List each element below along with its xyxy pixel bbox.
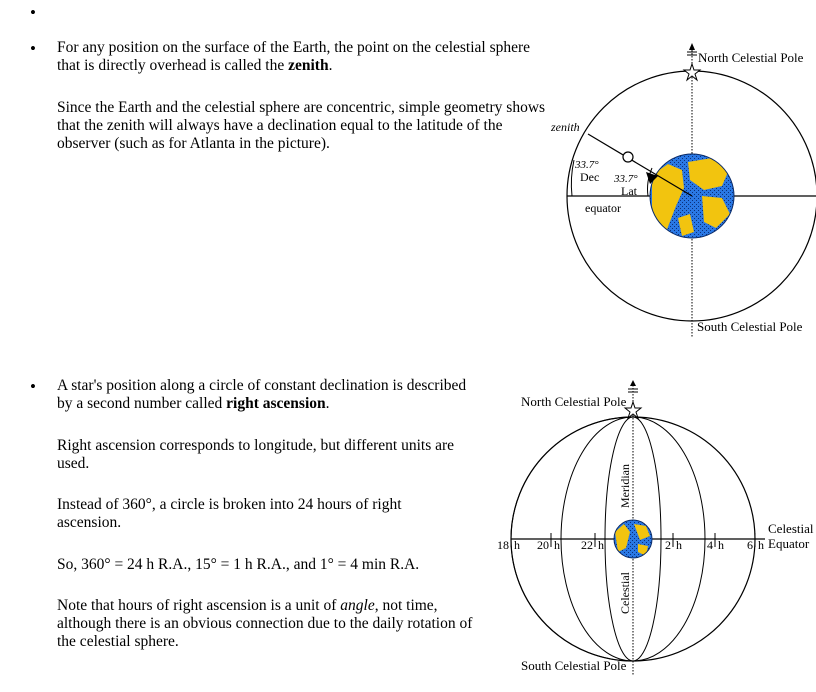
angle-note-end: , not time, although there is an obvious connection due to the daily rotation of the celestial sphere. xyxy=(57,597,473,650)
fig2-north-pole-marker xyxy=(625,380,641,418)
equator-label-line2: Equator xyxy=(768,536,810,551)
hour-label-22: 22 xyxy=(581,538,593,552)
lat-label: Lat xyxy=(621,184,637,198)
fig1-north-pole-label: North Celestial Pole xyxy=(698,50,804,65)
equator-label-line1: Celestial xyxy=(768,521,814,536)
hour-label-20: 20 xyxy=(537,538,549,552)
hour-label-4: 4 xyxy=(707,538,713,552)
hour-unit: h xyxy=(598,538,604,552)
hour-label-2: 2 xyxy=(665,538,671,552)
hour-unit: h xyxy=(718,538,724,552)
observer-marker xyxy=(623,152,633,162)
hour-label-6: 6 xyxy=(747,538,753,552)
right-ascension-diagram xyxy=(497,380,814,675)
hour-unit: h xyxy=(514,538,520,552)
right-ascension-term: right ascension xyxy=(226,395,326,412)
longitude-paragraph: Right ascension corresponds to longitude, but different units are used. xyxy=(57,437,455,472)
empty-bullet: • xyxy=(30,3,36,22)
hour-label-18: 18 xyxy=(497,538,509,552)
dec-label: Dec xyxy=(580,170,600,184)
zenith-term: zenith xyxy=(288,57,329,74)
celestial-vertical-label: Celestial xyxy=(618,572,632,614)
fig2-north-pole-label: North Celestial Pole xyxy=(521,394,627,409)
zenith-definition-text: For any position on the surface of the Earth, the point on the celestial sphere that is directly overhead is called the xyxy=(57,39,531,74)
right-ascension-definition-end: . xyxy=(325,395,330,412)
fig2-south-pole-label: South Celestial Pole xyxy=(521,658,627,673)
hours-paragraph: Instead of 360°, a circle is broken into 24 hours of right ascension. xyxy=(57,496,402,531)
dec-value-label: 33.7° xyxy=(575,159,599,171)
zenith-label: zenith xyxy=(551,120,580,134)
fig2-earth-globe xyxy=(614,520,652,558)
meridian-label: Meridian xyxy=(618,464,632,508)
fig1-south-pole-label: South Celestial Pole xyxy=(697,319,803,334)
hour-unit: h xyxy=(758,538,764,552)
conversion-paragraph: So, 360° = 24 h R.A., 15° = 1 h R.A., and 1° = 4 min R.A. xyxy=(57,556,420,573)
bullet-zenith: • xyxy=(30,39,36,58)
equator-label: equator xyxy=(585,201,621,215)
angle-term: angle xyxy=(340,597,375,614)
dec-arc xyxy=(571,160,574,196)
zenith-geometry-paragraph: Since the Earth and the celestial sphere are concentric, simple geometry shows that the zenith will always have a declination equal to the latitude of the observer (such as for Atlanta in the picture). xyxy=(57,99,546,152)
angle-note-text: Note that hours of right ascension is a unit of xyxy=(57,597,341,614)
lat-value-label: 33.7° xyxy=(614,173,638,185)
zenith-diagram xyxy=(550,43,816,338)
hour-unit: h xyxy=(554,538,560,552)
hour-unit: h xyxy=(676,538,682,552)
zenith-definition-end: . xyxy=(328,57,333,74)
right-ascension-definition-text: A star's position along a circle of constant declination is described by a second number called xyxy=(57,377,467,412)
bullet-right-ascension: • xyxy=(30,377,36,396)
